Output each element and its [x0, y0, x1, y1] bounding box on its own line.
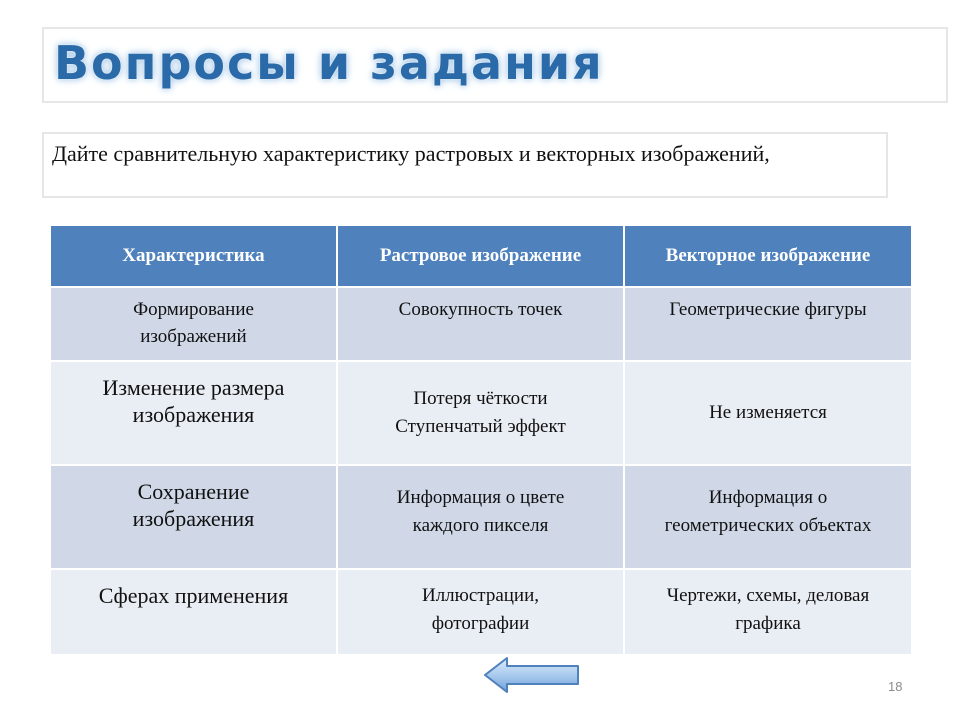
comparison-table	[49, 224, 913, 656]
characteristic-cell: Сохранение изображения	[50, 465, 337, 569]
header-vector: Векторное изображение	[624, 225, 912, 287]
table-row	[50, 465, 912, 569]
back-button[interactable]	[483, 656, 581, 694]
table-header-row	[50, 225, 912, 287]
task-text: Дайте сравнительную характеристику растровых и векторных изображений,	[42, 132, 888, 198]
characteristic-cell: Сферах применения	[50, 569, 337, 655]
characteristic-cell: Формирование изображений	[50, 287, 337, 361]
raster-cell: Информация о цвете каждого пикселя	[337, 465, 624, 569]
table-row	[50, 361, 912, 465]
left-arrow-icon	[483, 656, 581, 694]
title-box	[42, 27, 948, 103]
header-characteristic: Характеристика	[50, 225, 337, 287]
vector-cell: Информация о геометрических объектах	[624, 465, 912, 569]
page-number: 18	[888, 679, 903, 694]
raster-cell: Потеря чёткости Ступенчатый эффект	[337, 361, 624, 465]
raster-cell: Иллюстрации, фотографии	[337, 569, 624, 655]
vector-cell: Не изменяется	[624, 361, 912, 465]
table-row	[50, 287, 912, 361]
slide-title: Вопросы и задания	[54, 36, 604, 90]
characteristic-cell: Изменение размера изображения	[50, 361, 337, 465]
raster-cell: Совокупность точек	[337, 287, 624, 361]
vector-cell: Чертежи, схемы, деловая графика	[624, 569, 912, 655]
vector-cell: Геометрические фигуры	[624, 287, 912, 361]
header-raster: Растровое изображение	[337, 225, 624, 287]
table-row	[50, 569, 912, 655]
